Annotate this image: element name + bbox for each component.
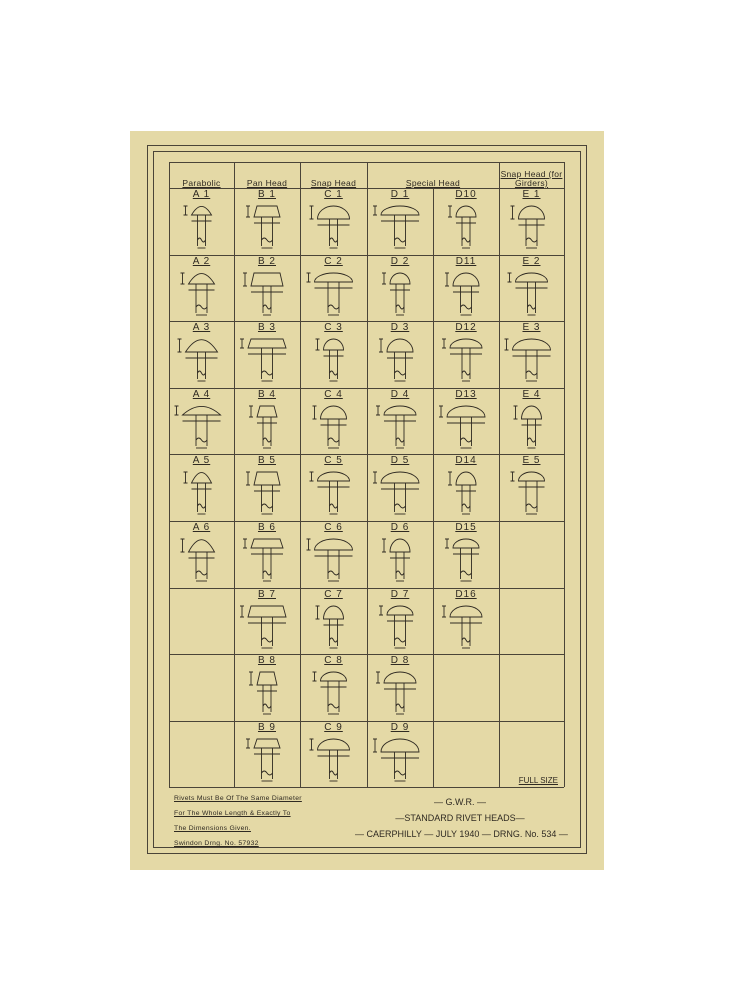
rivet-label: A 4	[192, 388, 211, 400]
rivet-label: B 7	[257, 588, 276, 600]
title-place: — CAERPHILLY — JULY 1940 — DRNG. No. 534 —	[355, 829, 568, 839]
rivet-label: C 9	[324, 721, 343, 733]
rivet-cell	[300, 721, 367, 788]
rivet-label: C 3	[324, 322, 343, 334]
rivet-label: D12	[455, 322, 477, 334]
rivet-cell	[234, 321, 300, 388]
rivet-label: D 5	[390, 455, 410, 467]
rivet-cell	[433, 521, 499, 588]
rivet-cell	[433, 255, 499, 322]
rivet-head-drawing	[234, 666, 300, 718]
rivet-head-drawing	[234, 200, 300, 252]
header-snap-head: Snap Head	[310, 178, 357, 188]
rivet-head-drawing	[300, 533, 367, 585]
rivet-cell	[367, 521, 433, 588]
rivet-cell	[169, 321, 234, 388]
row-divider	[169, 787, 564, 788]
rivet-label: D14	[455, 455, 477, 467]
header-pan-head: Pan Head	[246, 178, 288, 188]
rivet-table	[169, 162, 564, 787]
rivet-cell	[433, 188, 499, 255]
rivet-cell	[300, 521, 367, 588]
rivet-cell	[300, 388, 367, 455]
rivet-cell	[300, 188, 367, 255]
rivet-head-drawing	[433, 333, 499, 385]
rivet-label: C 8	[324, 655, 343, 667]
rivet-label: D13	[455, 388, 477, 400]
rivet-head-drawing	[234, 466, 300, 518]
rivet-label: A 3	[192, 322, 211, 334]
column-divider	[564, 162, 565, 787]
title-subject: —STANDARD RIVET HEADS—	[395, 813, 525, 823]
rivet-head-drawing	[300, 466, 367, 518]
rivet-head-drawing	[169, 267, 234, 319]
rivet-head-drawing	[169, 200, 234, 252]
rivet-head-drawing	[300, 267, 367, 319]
note-line-3: The Dimensions Given.	[174, 825, 251, 832]
rivet-label: E 3	[522, 322, 541, 334]
rivet-cell	[234, 388, 300, 455]
title-block	[355, 794, 568, 842]
rivet-cell	[300, 321, 367, 388]
rivet-head-drawing	[234, 267, 300, 319]
rivet-cell	[433, 588, 499, 655]
rivet-cell	[367, 255, 433, 322]
rivet-label: E 2	[522, 255, 541, 267]
rivet-label: D 2	[390, 255, 410, 267]
rivet-head-drawing	[367, 333, 433, 385]
rivet-label: A 2	[192, 255, 211, 267]
rivet-head-drawing	[433, 466, 499, 518]
rivet-head-drawing	[499, 333, 564, 385]
rivet-cell	[367, 654, 433, 721]
drawing-sheet	[130, 131, 604, 870]
rivet-head-drawing	[367, 600, 433, 652]
rivet-label: B 5	[257, 455, 276, 467]
rivet-label: D15	[455, 522, 477, 533]
rivet-cell	[300, 255, 367, 322]
rivet-label: D 4	[390, 388, 410, 400]
rivet-label: E 1	[522, 189, 541, 200]
rivet-label: C 6	[324, 522, 343, 533]
rivet-head-drawing	[367, 733, 433, 785]
rivet-label: C 5	[324, 455, 343, 467]
rivet-head-drawing	[367, 666, 433, 718]
rivet-head-drawing	[169, 400, 234, 452]
rivet-label: D 1	[390, 189, 410, 200]
rivet-head-drawing	[300, 200, 367, 252]
rivet-cell	[234, 654, 300, 721]
note-line-2: For The Whole Length & Exactly To	[174, 810, 291, 817]
rivet-cell	[169, 388, 234, 455]
rivet-label: B 2	[257, 255, 276, 267]
rivet-cell	[433, 321, 499, 388]
rivet-label: B 1	[257, 189, 276, 200]
rivet-label: B 4	[257, 388, 276, 400]
rivet-label: B 6	[257, 522, 276, 533]
rivet-head-drawing	[169, 333, 234, 385]
rivet-label: A 5	[192, 455, 211, 467]
rivet-cell	[234, 255, 300, 322]
rivet-head-drawing	[433, 267, 499, 319]
rivet-cell	[169, 188, 234, 255]
rivet-cell	[499, 388, 564, 455]
rivet-cell	[367, 321, 433, 388]
rivet-head-drawing	[499, 466, 564, 518]
rivet-head-drawing	[234, 600, 300, 652]
rivet-label: D16	[455, 588, 477, 600]
header-special-head: Special Head	[405, 178, 461, 188]
rivet-label: D 6	[390, 522, 410, 533]
rivet-cell	[367, 454, 433, 521]
rivet-label: D 8	[390, 655, 410, 667]
rivet-head-drawing	[367, 533, 433, 585]
rivet-head-drawing	[433, 533, 499, 585]
rivet-note	[174, 791, 344, 851]
header-parabolic: Parabolic	[182, 178, 221, 188]
rivet-head-drawing	[234, 400, 300, 452]
rivet-cell	[169, 521, 234, 588]
rivet-head-drawing	[234, 533, 300, 585]
rivet-label: C 4	[324, 388, 343, 400]
rivet-cell	[234, 721, 300, 788]
rivet-head-drawing	[300, 400, 367, 452]
rivet-cell	[300, 654, 367, 721]
header-snap-head-girders: Snap Head (for Girders)	[500, 169, 563, 188]
rivet-label: C 2	[324, 255, 343, 267]
rivet-cell	[499, 188, 564, 255]
rivet-head-drawing	[234, 333, 300, 385]
rivet-label: B 3	[257, 322, 276, 334]
full-size-note: FULL SIZE	[518, 776, 558, 786]
rivet-cell	[367, 588, 433, 655]
rivet-label: A 6	[192, 522, 211, 533]
rivet-cell	[367, 721, 433, 788]
rivet-label: E 5	[522, 455, 541, 467]
rivet-head-drawing	[499, 267, 564, 319]
rivet-head-drawing	[367, 466, 433, 518]
rivet-cell	[234, 588, 300, 655]
rivet-cell	[300, 454, 367, 521]
rivet-cell	[169, 454, 234, 521]
rivet-cell	[499, 321, 564, 388]
rivet-cell	[234, 454, 300, 521]
rivet-cell	[367, 388, 433, 455]
rivet-label: D11	[455, 255, 477, 267]
rivet-head-drawing	[300, 733, 367, 785]
rivet-head-drawing	[300, 600, 367, 652]
rivet-head-drawing	[300, 333, 367, 385]
rivet-head-drawing	[499, 400, 564, 452]
rivet-cell	[499, 255, 564, 322]
rivet-head-drawing	[367, 200, 433, 252]
rivet-label: D 3	[390, 322, 410, 334]
rivet-label: C 1	[324, 189, 343, 200]
rivet-head-drawing	[499, 200, 564, 252]
rivet-label: D 9	[390, 721, 410, 733]
rivet-cell	[433, 388, 499, 455]
rivet-head-drawing	[367, 400, 433, 452]
rivet-label: B 8	[257, 655, 276, 667]
rivet-head-drawing	[433, 200, 499, 252]
rivet-label: D10	[455, 189, 477, 200]
rivet-label: A 1	[192, 189, 211, 200]
rivet-head-drawing	[169, 533, 234, 585]
rivet-head-drawing	[169, 466, 234, 518]
note-line-4: Swindon Drng. No. 57932	[174, 840, 259, 847]
rivet-cell	[234, 188, 300, 255]
rivet-cell	[367, 188, 433, 255]
title-company: — G.W.R. —	[433, 797, 486, 807]
rivet-cell	[499, 454, 564, 521]
rivet-cell	[169, 255, 234, 322]
table-top-line	[169, 162, 564, 163]
rivet-label: E 4	[522, 388, 541, 400]
rivet-cell	[234, 521, 300, 588]
rivet-head-drawing	[433, 400, 499, 452]
rivet-cell	[433, 454, 499, 521]
rivet-head-drawing	[300, 666, 367, 718]
note-line-1: Rivets Must Be Of The Same Diameter	[174, 795, 302, 802]
rivet-head-drawing	[234, 733, 300, 785]
rivet-head-drawing	[367, 267, 433, 319]
rivet-label: B 9	[257, 721, 276, 733]
rivet-label: D 7	[390, 588, 410, 600]
rivet-cell	[300, 588, 367, 655]
rivet-label: C 7	[324, 588, 343, 600]
rivet-head-drawing	[433, 600, 499, 652]
